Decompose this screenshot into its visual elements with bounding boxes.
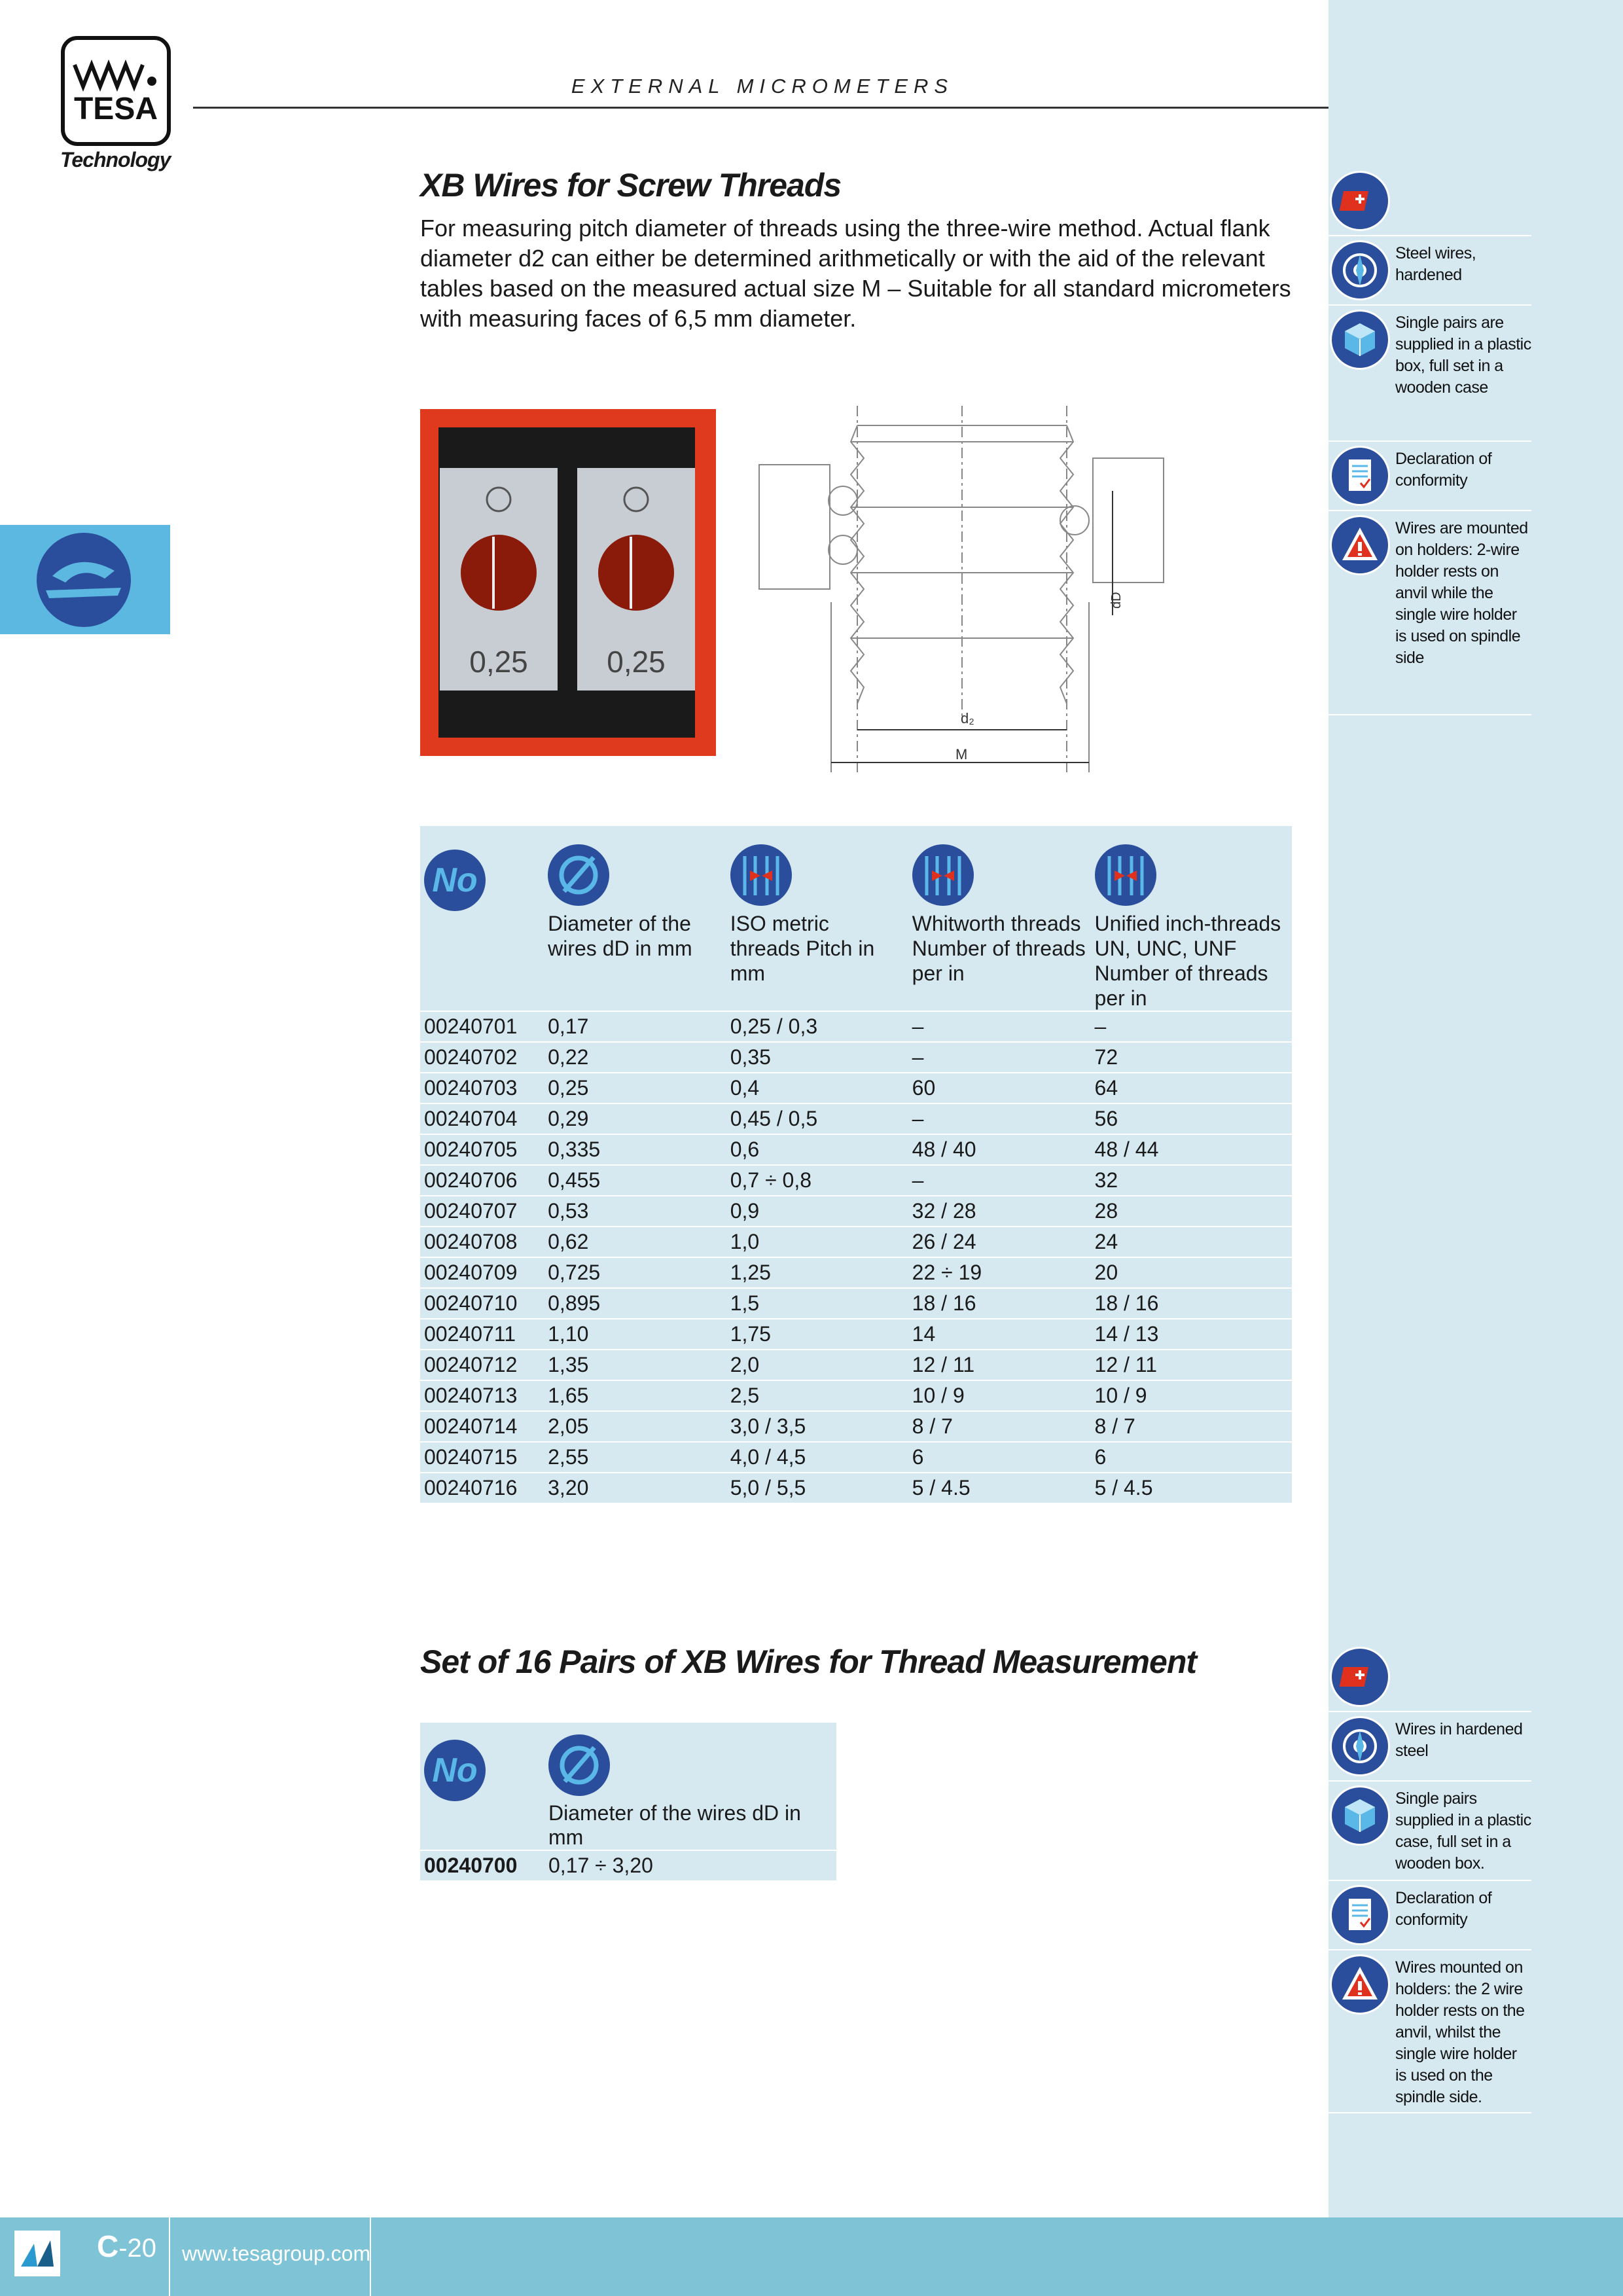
- feature-item: [1329, 1881, 1531, 1950]
- article-number: 00240712: [420, 1350, 544, 1380]
- feature-text: Wires are mounted on holders: 2-wire holder rests on anvil while the single wire holder is used on spindle side: [1395, 519, 1528, 667]
- table-cell: 0,895: [544, 1288, 726, 1319]
- website-link[interactable]: www.tesagroup.com: [182, 2242, 371, 2265]
- table-cell: 2,55: [544, 1442, 726, 1473]
- table-cell: –: [908, 1165, 1091, 1196]
- document-icon: [1330, 446, 1390, 506]
- diameter-icon: [548, 844, 609, 906]
- unified-header: [1091, 826, 1292, 911]
- article-number: 00240703: [420, 1073, 544, 1103]
- feature-text: Declaration of conformity: [1395, 450, 1492, 490]
- article-number: 00240704: [420, 1103, 544, 1134]
- feature-text: Single pairs supplied in a plastic case, full set in a wooden box.: [1395, 1789, 1531, 1873]
- thread-icon: [912, 844, 974, 906]
- box-icon: [1330, 310, 1390, 370]
- table-cell: 14: [908, 1319, 1091, 1350]
- steel-wire-icon: [1330, 240, 1390, 300]
- page-number: C-20: [97, 2229, 157, 2263]
- table-cell: 0,25: [544, 1073, 726, 1103]
- feature-item: [1329, 511, 1531, 715]
- feature-item: [1329, 306, 1531, 442]
- table-row: [420, 1042, 1292, 1073]
- warning-icon: [1330, 515, 1390, 575]
- feature-list-2: [1329, 1643, 1531, 2113]
- table-cell: 10 / 9: [1091, 1380, 1292, 1411]
- table-cell: –: [908, 1011, 1091, 1042]
- table-cell: 0,4: [726, 1073, 908, 1103]
- article-number: 00240713: [420, 1380, 544, 1411]
- table-cell: 18 / 16: [908, 1288, 1091, 1319]
- column-label: Diameter of the wires dD in mm: [548, 1801, 801, 1849]
- feature-item: [1329, 167, 1531, 236]
- article-number: 00240705: [420, 1134, 544, 1165]
- table-cell: –: [908, 1103, 1091, 1134]
- feature-text: Wires mounted on holders: the 2 wire holder rests on the anvil, whilst the single wire holder is used on the spindle side.: [1395, 1958, 1525, 2106]
- table-cell: 0,29: [544, 1103, 726, 1134]
- article-number: 00240711: [420, 1319, 544, 1350]
- table-cell: 2,5: [726, 1380, 908, 1411]
- table-cell: 5 / 4.5: [908, 1473, 1091, 1503]
- table-row: [420, 1319, 1292, 1350]
- article-number: 00240708: [420, 1227, 544, 1257]
- column-label: Diameter of the wires dD in mm: [548, 912, 692, 960]
- table-cell: 0,335: [544, 1134, 726, 1165]
- table-cell: 48 / 44: [1091, 1134, 1292, 1165]
- diameter-header: [544, 1723, 836, 1801]
- tesa-logo: [60, 35, 171, 147]
- table-cell: 4,0 / 4,5: [726, 1442, 908, 1473]
- logo-subtitle: Technology: [60, 148, 171, 171]
- wire-set-table: [420, 1723, 836, 1880]
- table-cell: 10 / 9: [908, 1380, 1091, 1411]
- feature-text: Declaration of conformity: [1395, 1889, 1492, 1929]
- table-row: [420, 1011, 1292, 1042]
- table-cell: –: [1091, 1011, 1292, 1042]
- table-cell: 1,25: [726, 1257, 908, 1288]
- footer-logo-icon: [14, 2231, 60, 2276]
- svg-text:0,25: 0,25: [469, 645, 528, 679]
- article-number: 00240710: [420, 1288, 544, 1319]
- iso-thread-header: [726, 826, 908, 911]
- article-number-header: [420, 826, 544, 911]
- article-number: 00240716: [420, 1473, 544, 1503]
- table-row: [420, 1411, 1292, 1442]
- table-cell: 3,20: [544, 1473, 726, 1503]
- product-photo: [420, 409, 716, 756]
- document-icon: [1330, 1885, 1390, 1945]
- svg-text:dD: dD: [1109, 592, 1124, 609]
- table-cell: 32: [1091, 1165, 1292, 1196]
- table-cell: 8 / 7: [908, 1411, 1091, 1442]
- section-header: EXTERNAL MICROMETERS: [571, 75, 954, 98]
- chapter-tab: [0, 525, 170, 634]
- table-cell: 1,0: [726, 1227, 908, 1257]
- feature-item: [1329, 1782, 1531, 1881]
- column-label: ISO metric threads Pitch in mm: [730, 912, 875, 985]
- table-row: [420, 1227, 1292, 1257]
- article-number: 00240714: [420, 1411, 544, 1442]
- svg-text:d₂: d₂: [961, 710, 974, 726]
- table-cell: 22 ÷ 19: [908, 1257, 1091, 1288]
- table-cell: 0,9: [726, 1196, 908, 1227]
- feature-item: [1329, 442, 1531, 511]
- table-cell: 18 / 16: [1091, 1288, 1292, 1319]
- table-cell: 6: [1091, 1442, 1292, 1473]
- feature-item: [1329, 236, 1531, 306]
- table-cell: 0,7 ÷ 0,8: [726, 1165, 908, 1196]
- table-row: [420, 1196, 1292, 1227]
- thread-icon: [730, 844, 792, 906]
- table-row: [420, 1134, 1292, 1165]
- column-label: Unified inch-threads UN, UNC, UNF Number of threads per in: [1094, 912, 1281, 1010]
- table-cell: 1,10: [544, 1319, 726, 1350]
- feature-text: [1395, 167, 1531, 177]
- diameter-icon: [548, 1734, 610, 1796]
- table-cell: 28: [1091, 1196, 1292, 1227]
- number-icon: No: [424, 1740, 486, 1801]
- feature-item: [1329, 1950, 1531, 2113]
- svg-text:M: M: [955, 746, 968, 762]
- warning-icon: [1330, 1954, 1390, 2015]
- feature-item: [1329, 1712, 1531, 1782]
- xb-wires-table: [420, 826, 1292, 1503]
- table-cell: 12 / 11: [1091, 1350, 1292, 1380]
- thread-icon: [1095, 844, 1156, 906]
- table-cell: 2,0: [726, 1350, 908, 1380]
- column-label: Whitworth threads Number of threads per in: [912, 912, 1086, 985]
- feature-text: Steel wires, hardened: [1395, 244, 1476, 284]
- table-cell: 1,5: [726, 1288, 908, 1319]
- diameter-range: 0,17 ÷ 3,20: [544, 1850, 836, 1880]
- article-number-header: [420, 1723, 544, 1801]
- table-row: [420, 1257, 1292, 1288]
- table-row: [420, 1073, 1292, 1103]
- product-title: XB Wires for Screw Threads: [420, 167, 842, 204]
- product-description: For measuring pitch diameter of threads using the three-wire method. Actual flank diameter d2 can either be determined arithmetically or with the aid of the relevant tables based on the measured actual size M – Suitable for all standard micrometers with measuring faces of 6,5 mm diameter.: [420, 215, 1291, 332]
- box-icon: [1330, 1785, 1390, 1846]
- table-row: [420, 1380, 1292, 1411]
- column-label: [420, 911, 544, 1011]
- set-title: Set of 16 Pairs of XB Wires for Thread Measurement: [420, 1643, 1197, 1680]
- table-cell: 0,6: [726, 1134, 908, 1165]
- svg-text:TESA: TESA: [73, 92, 158, 126]
- feature-list-1: [1329, 167, 1531, 715]
- table-row: [420, 1442, 1292, 1473]
- table-cell: 3,0 / 3,5: [726, 1411, 908, 1442]
- table-cell: 26 / 24: [908, 1227, 1091, 1257]
- table-cell: 1,35: [544, 1350, 726, 1380]
- article-number: 00240706: [420, 1165, 544, 1196]
- table-row: [420, 1350, 1292, 1380]
- svg-text:0,25: 0,25: [607, 645, 666, 679]
- feature-item: [1329, 1643, 1531, 1712]
- swiss-flag-icon: [1330, 1647, 1390, 1707]
- table-cell: 5 / 4.5: [1091, 1473, 1292, 1503]
- table-cell: 32 / 28: [908, 1196, 1091, 1227]
- steel-wire-icon: [1330, 1716, 1390, 1776]
- whitworth-header: [908, 826, 1091, 911]
- table-cell: 5,0 / 5,5: [726, 1473, 908, 1503]
- table-cell: 14 / 13: [1091, 1319, 1292, 1350]
- article-number: 00240709: [420, 1257, 544, 1288]
- table-cell: 56: [1091, 1103, 1292, 1134]
- table-cell: 48 / 40: [908, 1134, 1091, 1165]
- header-divider: [193, 107, 1329, 109]
- table-cell: 60: [908, 1073, 1091, 1103]
- table-cell: 12 / 11: [908, 1350, 1091, 1380]
- article-number: 00240715: [420, 1442, 544, 1473]
- table-cell: 0,17: [544, 1011, 726, 1042]
- table-row: [420, 1288, 1292, 1319]
- feature-text: Wires in hardened steel: [1395, 1720, 1523, 1760]
- table-row: [420, 1473, 1292, 1503]
- table-row: [420, 1103, 1292, 1134]
- table-cell: 0,62: [544, 1227, 726, 1257]
- feature-text: Single pairs are supplied in a plastic box, full set in a wooden case: [1395, 314, 1531, 397]
- diameter-header: [544, 826, 726, 911]
- table-cell: 1,65: [544, 1380, 726, 1411]
- table-cell: 20: [1091, 1257, 1292, 1288]
- table-cell: 72: [1091, 1042, 1292, 1073]
- article-number: 00240707: [420, 1196, 544, 1227]
- table-cell: 0,725: [544, 1257, 726, 1288]
- table-cell: –: [908, 1042, 1091, 1073]
- table-cell: 0,25 / 0,3: [726, 1011, 908, 1042]
- table-cell: 0,22: [544, 1042, 726, 1073]
- table-cell: 64: [1091, 1073, 1292, 1103]
- article-number: 00240700: [420, 1850, 544, 1880]
- table-cell: 0,455: [544, 1165, 726, 1196]
- three-wire-diagram: [753, 406, 1171, 772]
- table-row: [420, 1165, 1292, 1196]
- table-cell: 6: [908, 1442, 1091, 1473]
- article-number: 00240701: [420, 1011, 544, 1042]
- table-cell: 1,75: [726, 1319, 908, 1350]
- table-cell: 0,35: [726, 1042, 908, 1073]
- number-icon: No: [424, 850, 486, 911]
- table-cell: 0,45 / 0,5: [726, 1103, 908, 1134]
- table-cell: 0,53: [544, 1196, 726, 1227]
- swiss-flag-icon: [1330, 171, 1390, 231]
- table-cell: 8 / 7: [1091, 1411, 1292, 1442]
- article-number: 00240702: [420, 1042, 544, 1073]
- table-cell: 24: [1091, 1227, 1292, 1257]
- table-cell: 2,05: [544, 1411, 726, 1442]
- feature-text: [1395, 1643, 1531, 1653]
